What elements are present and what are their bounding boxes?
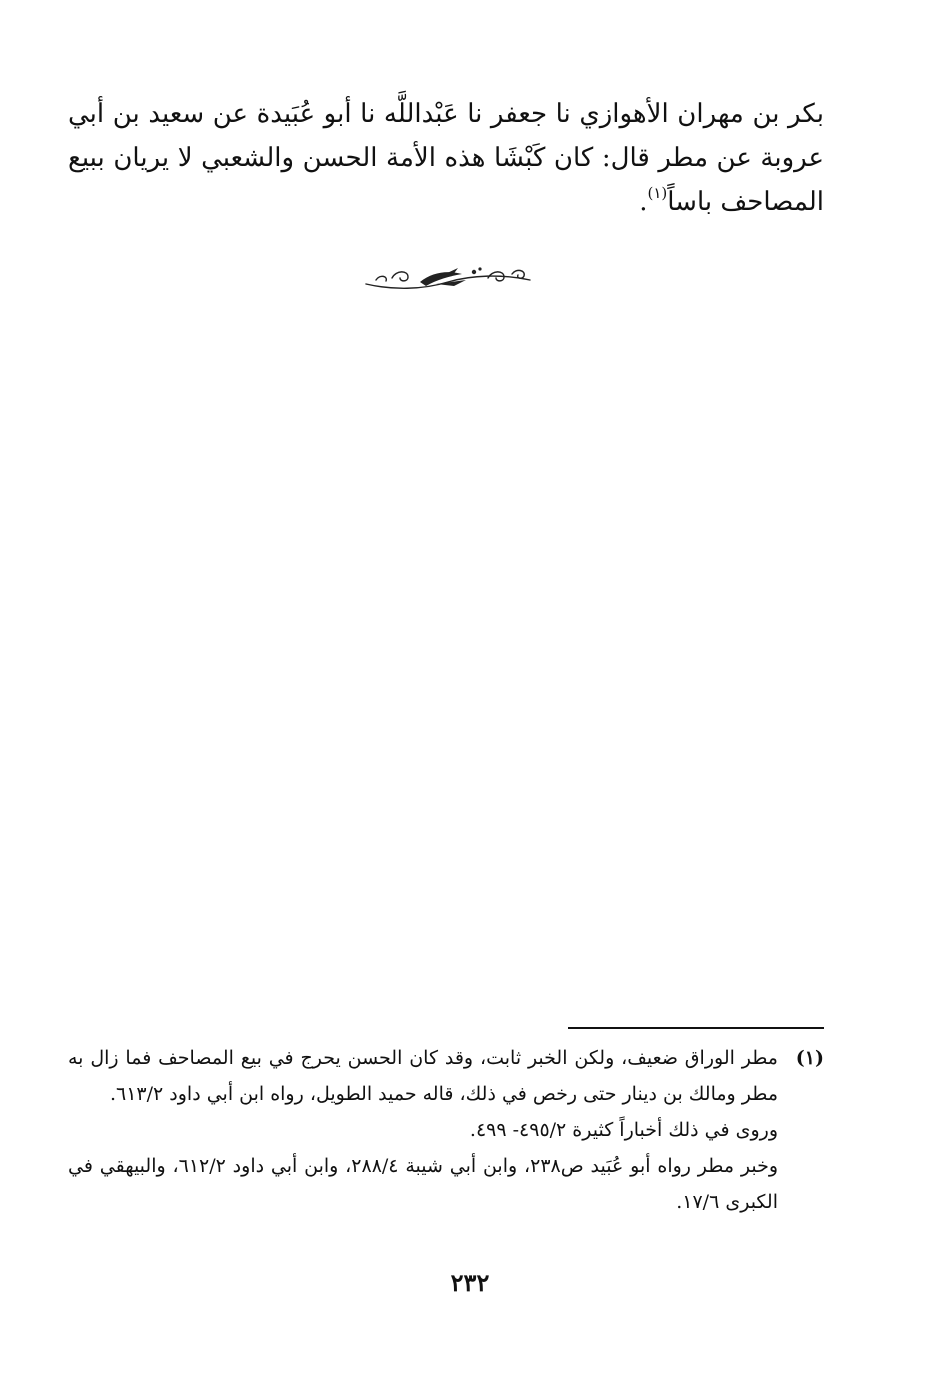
footnote-item: [68, 1040, 824, 1112]
footnote-reference[interactable]: (١): [647, 184, 668, 202]
footnote-marker: (١): [795, 1047, 824, 1069]
main-paragraph: [68, 92, 824, 224]
footnote-separator: [568, 1027, 824, 1029]
decorative-flourish-icon: [362, 260, 534, 296]
main-text-body: بكر بن مهران الأهوازي نا جعفر نا عَبْداللَّه نا أبو عُبَيدة عن سعيد بن أبي عروبة عن مطر قال: كان كَبْشَا هذه الأمة الحسن والشعبي لا يريان ببيع المصاحف باساً: [68, 99, 824, 217]
page-number: ٢٣٢: [450, 1268, 490, 1297]
footnote-para-3: وخبر مطر رواه أبو عُبَيد ص٢٣٨، وابن أبي شيبة ٢٨٨/٤، وابن أبي داود ٦١٢/٢، والبيهقي في الكبرى ١٧/٦.: [68, 1155, 778, 1213]
main-text-end: .: [639, 187, 648, 217]
footnote-para-1: مطر الوراق ضعيف، ولكن الخبر ثابت، وقد كان الحسن يحرج في بيع المصاحف فما زال به مطر ومالك بن دينار حتى رخص في ذلك، قاله حميد الطويل، رواه ابن أبي داود ٦١٣/٢.: [68, 1047, 778, 1105]
footnotes-section: [68, 1040, 824, 1220]
footnote-para-2: وروى في ذلك أخباراً كثيرة ٤٩٥/٢- ٤٩٩.: [469, 1119, 778, 1141]
